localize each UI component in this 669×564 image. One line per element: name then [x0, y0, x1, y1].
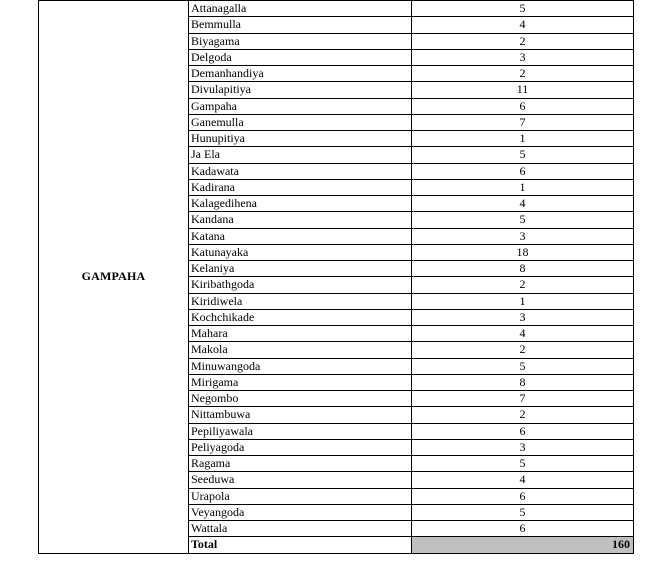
count-cell: 2 [412, 277, 634, 293]
count-cell: 4 [412, 17, 634, 33]
count-cell: 5 [412, 1, 634, 17]
location-cell: Negombo [189, 391, 412, 407]
location-cell: Kandana [189, 212, 412, 228]
count-cell: 7 [412, 114, 634, 130]
count-cell: 6 [412, 488, 634, 504]
count-cell: 5 [412, 212, 634, 228]
count-cell: 3 [412, 228, 634, 244]
location-cell: Urapola [189, 488, 412, 504]
location-cell: Mahara [189, 326, 412, 342]
count-cell: 8 [412, 374, 634, 390]
count-cell: 4 [412, 472, 634, 488]
location-cell: Bemmulla [189, 17, 412, 33]
count-cell: 4 [412, 326, 634, 342]
location-cell: Katunayaka [189, 244, 412, 260]
location-cell: Kadawata [189, 163, 412, 179]
count-cell: 5 [412, 147, 634, 163]
count-cell: 2 [412, 33, 634, 49]
table-row [39, 1, 634, 17]
location-cell: Mirigama [189, 374, 412, 390]
location-cell: Gampaha [189, 98, 412, 114]
count-cell: 1 [412, 293, 634, 309]
count-cell: 5 [412, 456, 634, 472]
location-cell: Biyagama [189, 33, 412, 49]
count-cell: 5 [412, 504, 634, 520]
location-cell: Pepiliyawala [189, 423, 412, 439]
count-cell: 6 [412, 521, 634, 537]
count-cell: 2 [412, 407, 634, 423]
count-cell: 2 [412, 342, 634, 358]
location-cell: Divulapitiya [189, 82, 412, 98]
location-cell: Seeduwa [189, 472, 412, 488]
location-cell: Kelaniya [189, 261, 412, 277]
location-cell: Ragama [189, 456, 412, 472]
location-cell: Attanagalla [189, 1, 412, 17]
location-cell: Kalagedihena [189, 196, 412, 212]
count-cell: 18 [412, 244, 634, 260]
location-cell: Peliyagoda [189, 439, 412, 455]
location-cell: Delgoda [189, 49, 412, 65]
location-cell: Minuwangoda [189, 358, 412, 374]
district-table [38, 0, 634, 554]
count-cell: 3 [412, 439, 634, 455]
location-cell: Nittambuwa [189, 407, 412, 423]
count-cell: 3 [412, 309, 634, 325]
location-cell: Hunupitiya [189, 131, 412, 147]
count-cell: 5 [412, 358, 634, 374]
count-cell: 11 [412, 82, 634, 98]
count-cell: 8 [412, 261, 634, 277]
district-name: GAMPAHA [39, 1, 189, 554]
location-cell: Demanhandiya [189, 66, 412, 82]
count-cell: 2 [412, 66, 634, 82]
count-cell: 3 [412, 49, 634, 65]
table-body [39, 1, 634, 554]
location-cell: Kiribathgoda [189, 277, 412, 293]
location-cell: Katana [189, 228, 412, 244]
count-cell: 1 [412, 131, 634, 147]
location-cell: Veyangoda [189, 504, 412, 520]
count-cell: 6 [412, 423, 634, 439]
count-cell: 6 [412, 163, 634, 179]
count-cell: 7 [412, 391, 634, 407]
total-count: 160 [412, 537, 634, 553]
location-cell: Makola [189, 342, 412, 358]
count-cell: 1 [412, 179, 634, 195]
count-cell: 4 [412, 196, 634, 212]
location-cell: Kadirana [189, 179, 412, 195]
location-cell: Kiridiwela [189, 293, 412, 309]
location-cell: Kochchikade [189, 309, 412, 325]
location-cell: Ganemulla [189, 114, 412, 130]
location-cell: Ja Ela [189, 147, 412, 163]
location-cell: Wattala [189, 521, 412, 537]
count-cell: 6 [412, 98, 634, 114]
total-label: Total [189, 537, 412, 553]
